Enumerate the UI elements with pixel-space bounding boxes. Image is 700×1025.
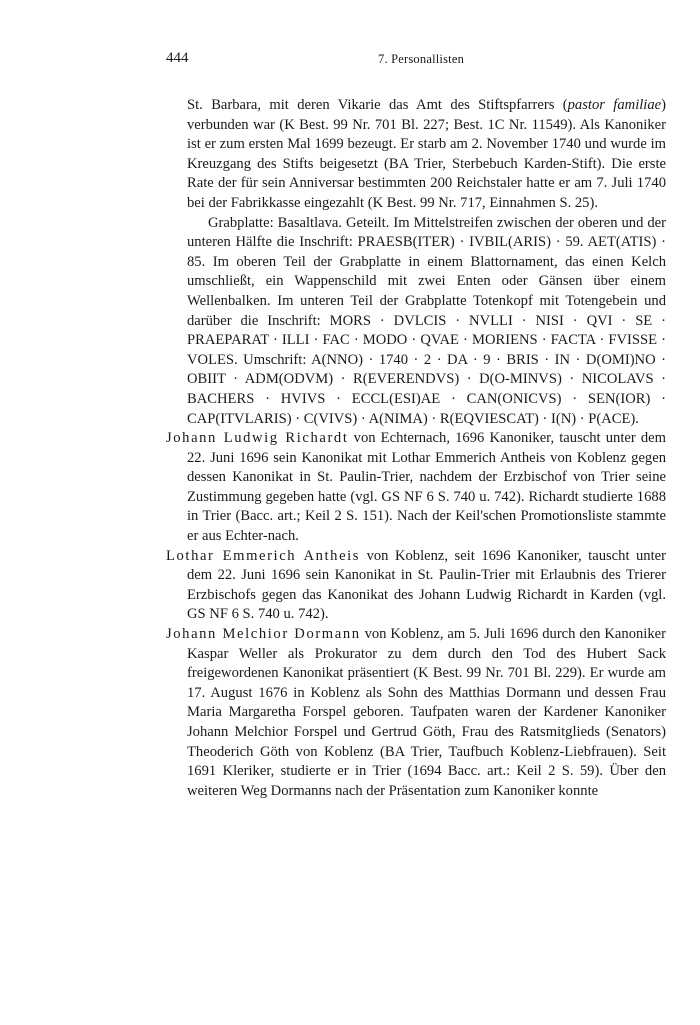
page-number: 444 — [166, 50, 189, 66]
entry-text: von Echternach, 1696 Kanoniker, tauscht unter dem 22. Juni 1696 sein Kanonikat mit Lothar Emmerich Antheis von Koblenz gegen dessen Kanonikat in St. Paulin-Trier, nachdem der Erzbischof von Trier seine Zustimmung gegeben hatte (vgl. GS NF 6 S. 740 u. 742). Richardt studierte 1688 in Trier (Bacc. art.; Keil 2 S. 151). Nach der Keil'schen Promotionsliste stammte er aus Echter-nach. — [187, 430, 666, 545]
person-name: Johann Melchior Dormann — [166, 626, 361, 643]
person-name: Johann Ludwig Richardt — [166, 430, 349, 447]
list-entry — [166, 625, 666, 801]
body-text — [166, 96, 666, 801]
paragraph-text: St. Barbara, mit deren Vikarie das Amt des Stiftspfarrers ( — [187, 97, 568, 113]
running-title: 7. Personallisten — [378, 52, 465, 66]
paragraph-grabplatte: Grabplatte: Basaltlava. Geteilt. Im Mittelstreifen zwischen der oberen und der unteren Hälfte die Inschrift: PRAESB(ITER) · IVBIL(ARIS) · 59. AET(ATIS) · 85. Im oberen Teil der Grabplatte in einem Blattornament, das einen Kelch umschließt, ein Wappenschild mit zwei Enten oder Gänsen über einem Wellenbalken. Im unteren Teil der Grabplatte Totenkopf mit Totengebein und darüber die Inschrift: MORS · DVLCIS · NVLLI · NISI · QVI · SE · PRAEPARAT · ILLI · FAC · MODO · QVAE · MORIENS · FACTA · FVISSE · VOLES. Umschrift: A(NNO) · 1740 · 2 · DA · 9 · BRIS · IN · D(OMI)NO · OBIIT · ADM(ODVM) · R(EVERENDVS) · D(O-MINVS) · NICOLAVS · BACHERS · HVIVS · ECCL(ESI)AE · CAN(ONICVS) · SEN(IOR) · CAP(ITVLARIS) · C(VIVS) · A(NIMA) · R(EQVIESCAT) · I(N) · P(ACE). — [187, 214, 666, 427]
paragraph-text: ) verbunden war (K Best. 99 Nr. 701 Bl. 227; Best. 1C Nr. 11549). Als Kanoniker ist er zum ersten Mal 1699 bezeugt. Er starb am 2. November 1740 und wurde im Kreuzgang des Stifts beigesetzt (BA Trier, Sterbebuch Karden-Stift). Die erste Rate der für sein Anniversar bestimmten 200 Reichstaler hatte er am 7. Juli 1740 bei der Fabrikkasse eingezahlt (K Best. 99 Nr. 717, Einnahmen S. 25). — [187, 97, 667, 211]
page-header — [166, 50, 666, 70]
person-name: Lothar Emmerich Antheis — [166, 547, 361, 564]
entry-text: von Koblenz, seit 1696 Kanoniker, tauscht unter dem 22. Juni 1696 sein Kanonikat in St. Paulin-Trier mit Erlaubnis des Trierer Erzbischofs gegen das Kanonikat des Johann Ludwig Richardt in Karden (vgl. GS NF 6 S. 740 u. 742). — [187, 547, 666, 623]
paragraph-emphasis: pastor familiae — [567, 97, 662, 113]
entry-text: von Koblenz, am 5. Juli 1696 durch den Kanoniker Kaspar Weller als Prokurator zu dem durch den Tod des Hubert Sack freigewordenen Kanonikat präsentiert (K Best. 99 Nr. 701 Bl. 229). Er wurde am 17. August 1676 in Koblenz als Sohn des Matthias Dormann und dessen Frau Maria Margaretha Forspel geboren. Taufpaten waren der Kardener Kanoniker Johann Melchior Forspel und Gertrud Göth, Frau des Ratsmitglieds (Senators) Theoderich Göth von Koblenz (BA Trier, Taufbuch Koblenz-Liebfrauen). Seit 1691 Kleriker, studierte er in Trier (1694 Bacc. art.: Keil 2 S. 59). Über den weiteren Weg Dormanns nach der Präsentation zum Kanoniker konnte — [187, 626, 666, 799]
list-entry — [166, 429, 666, 547]
paragraph-continuation — [166, 96, 666, 214]
list-entry — [166, 547, 666, 625]
